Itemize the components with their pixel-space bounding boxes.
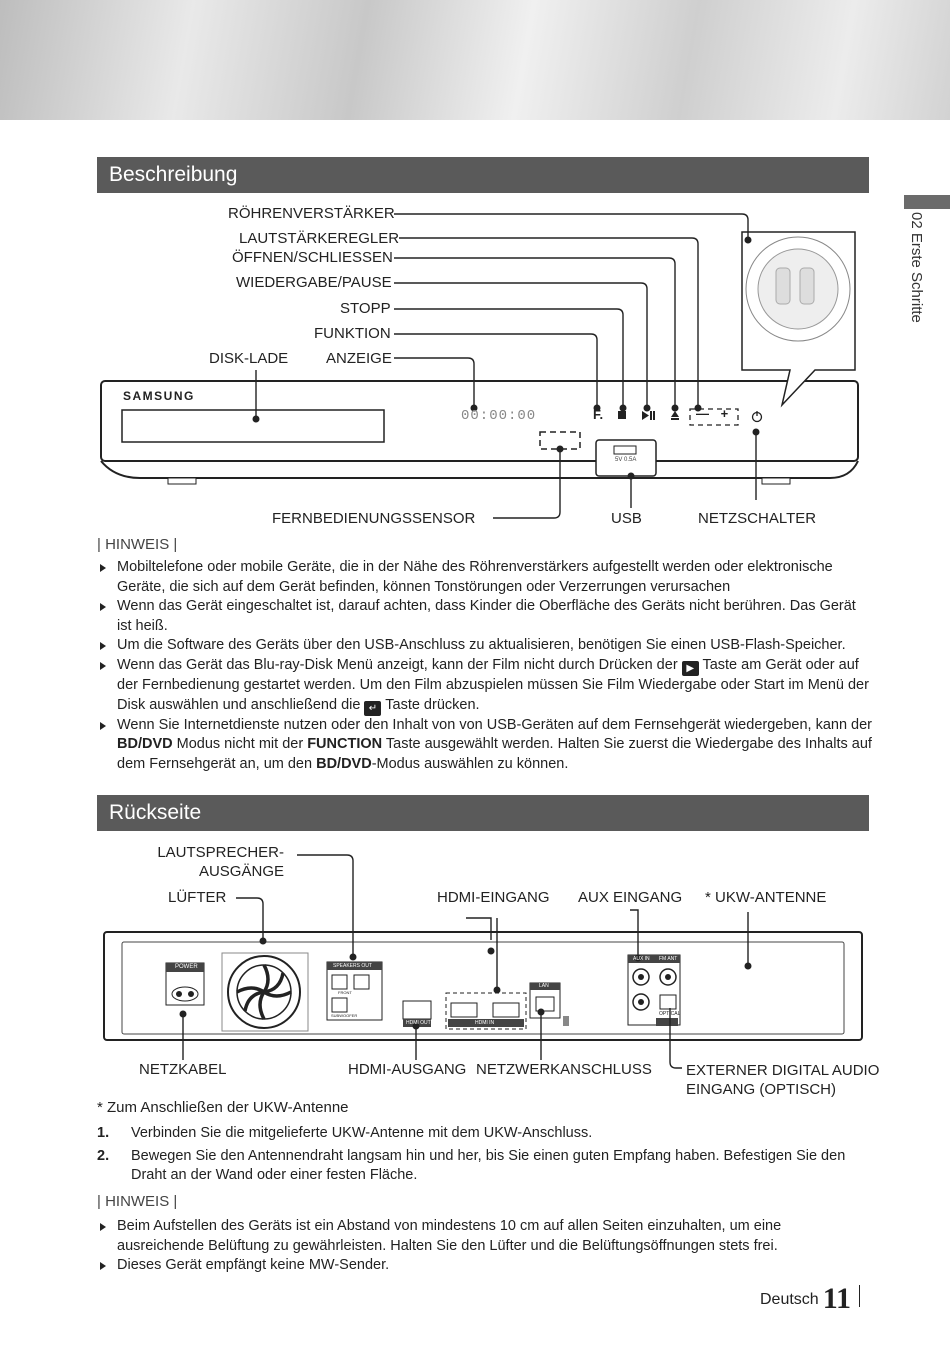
antenna-heading: * Zum Anschließen der UKW-Antenne xyxy=(97,1099,349,1116)
label-power-switch: NETZSCHALTER xyxy=(698,510,817,527)
note-item: Beim Aufstellen des Geräts ist ein Abstand von mindestens 10 cm auf allen Seiten einzuhalten, um eine ausreichende Belüftung zu gewährleisten. Halten Sie den Lüfter und die Belüftungsöffnungen stets frei. xyxy=(97,1217,872,1256)
label-play-pause: WIEDERGABE/PAUSE xyxy=(236,274,392,291)
label-remote-sensor: FERNBEDIENUNGSSENSOR xyxy=(272,510,476,527)
section-title-rueckseite: Rückseite xyxy=(97,795,869,831)
usb-rating: 5V 0.5A xyxy=(615,457,637,463)
label-hdmi-out: HDMI-AUSGANG xyxy=(348,1061,467,1078)
label-function: FUNKTION xyxy=(314,325,391,342)
label-fm-antenna: * UKW-ANTENNE xyxy=(705,889,827,906)
label-open-close: ÖFFNEN/SCHLIESSEN xyxy=(232,249,393,266)
panel-hdmi-in: HDMI IN xyxy=(475,1020,495,1026)
page-number: 11 xyxy=(822,1282,852,1315)
step-item: 1. Verbinden Sie die mitgelieferte UKW-Antenne mit dem UKW-Anschluss. xyxy=(97,1125,593,1141)
chapter-label: 02 Erste Schritte xyxy=(908,212,925,323)
note-item: Wenn das Gerät das Blu-ray-Disk Menü anzeigt, kann der Film nicht durch Drücken der ▶ Taste am Gerät oder auf der Fernbedienung gestartet werden. Um den Film abzuspielen müssen Sie Film Wiedergabe oder Start im Menü der Disk auswählen und anschließend die ↵ Taste drücken. xyxy=(97,656,872,716)
enter-icon: ↵ xyxy=(364,701,381,716)
label-optical: EXTERNER DIGITAL AUDIO EINGANG (OPTISCH) xyxy=(686,1062,880,1098)
label-stop: STOPP xyxy=(340,300,391,317)
function-button: F. xyxy=(593,407,604,422)
antenna-steps xyxy=(97,1124,872,1189)
label-lan: NETZWERKANSCHLUSS xyxy=(476,1061,652,1078)
panel-front: FRONT xyxy=(338,990,352,995)
note-item: Mobiltelefone oder mobile Geräte, die in der Nähe des Röhrenverstärkers aufgestellt werden oder elektronische Geräte, die sich auf dem Gerät befinden, können Tonstörungen oder Verzerrungen verursachen xyxy=(97,558,872,597)
label-power-cord: NETZKABEL xyxy=(139,1061,227,1078)
front-display: 00:00:00 xyxy=(461,408,537,424)
note-item: Um die Software des Geräts über den USB-Anschluss zu aktualisieren, benötigen Sie einen USB-Flash-Speicher. xyxy=(97,636,872,656)
note-item: Wenn das Gerät eingeschaltet ist, darauf achten, dass Kinder die Oberfläche des Geräts nicht berühren. Das Gerät ist heiß. xyxy=(97,597,872,636)
label-display: ANZEIGE xyxy=(326,350,392,367)
panel-hdmi-out: HDMI OUT xyxy=(406,1020,431,1026)
note-heading: | HINWEIS | xyxy=(97,536,178,553)
panel-fm-ant: FM ANT xyxy=(659,956,678,962)
label-tube-amp: RÖHRENVERSTÄRKER xyxy=(228,205,395,222)
play-icon: ▶ xyxy=(682,661,699,676)
page-footer xyxy=(760,1282,860,1316)
note-list-2 xyxy=(97,1217,872,1276)
note-item: Wenn Sie Internetdienste nutzen oder den Inhalt von von USB-Geräten auf dem Fernsehgerät wiedergeben, kann der BD/DVD Modus nicht mit der FUNCTION Taste ausgewählt werden. Halten Sie zuerst die Wiedergabe des Inhalts auf dem Fernsehgerät an, um den BD/DVD-Modus auswählen zu können. xyxy=(97,716,872,775)
note-item: Dieses Gerät empfängt keine MW-Sender. xyxy=(97,1256,872,1276)
panel-optical: OPTICAL xyxy=(659,1011,681,1017)
panel-subwoofer: SUBWOOFER xyxy=(331,1013,358,1018)
label-speaker-out: LAUTSPRECHER- AUSGÄNGE xyxy=(157,844,284,880)
brand-logo: SAMSUNG xyxy=(123,389,195,403)
footer-language: Deutsch xyxy=(760,1291,819,1308)
section-title-beschreibung: Beschreibung xyxy=(97,157,869,193)
panel-speakers-out: SPEAKERS OUT xyxy=(333,963,372,969)
label-volume: LAUTSTÄRKEREGLER xyxy=(239,230,400,247)
label-disc-tray: DISK-LADE xyxy=(209,350,289,367)
note-heading-2: | HINWEIS | xyxy=(97,1193,178,1210)
label-aux-in: AUX EINGANG xyxy=(578,889,683,906)
label-fan: LÜFTER xyxy=(168,889,227,906)
panel-aux-in: AUX IN xyxy=(633,956,650,962)
panel-lan: LAN xyxy=(539,983,549,989)
step-item: 2. Bewegen Sie den Antennendraht langsam hin und her, bis Sie einen guten Empfang haben. Befestigen Sie den Draht an der Wand oder einer festen Fläche. xyxy=(97,1147,846,1184)
volume-button: — + xyxy=(696,406,733,421)
label-hdmi-in: HDMI-EINGANG xyxy=(437,889,550,906)
panel-power: POWER xyxy=(175,964,198,970)
label-usb: USB xyxy=(611,510,642,527)
